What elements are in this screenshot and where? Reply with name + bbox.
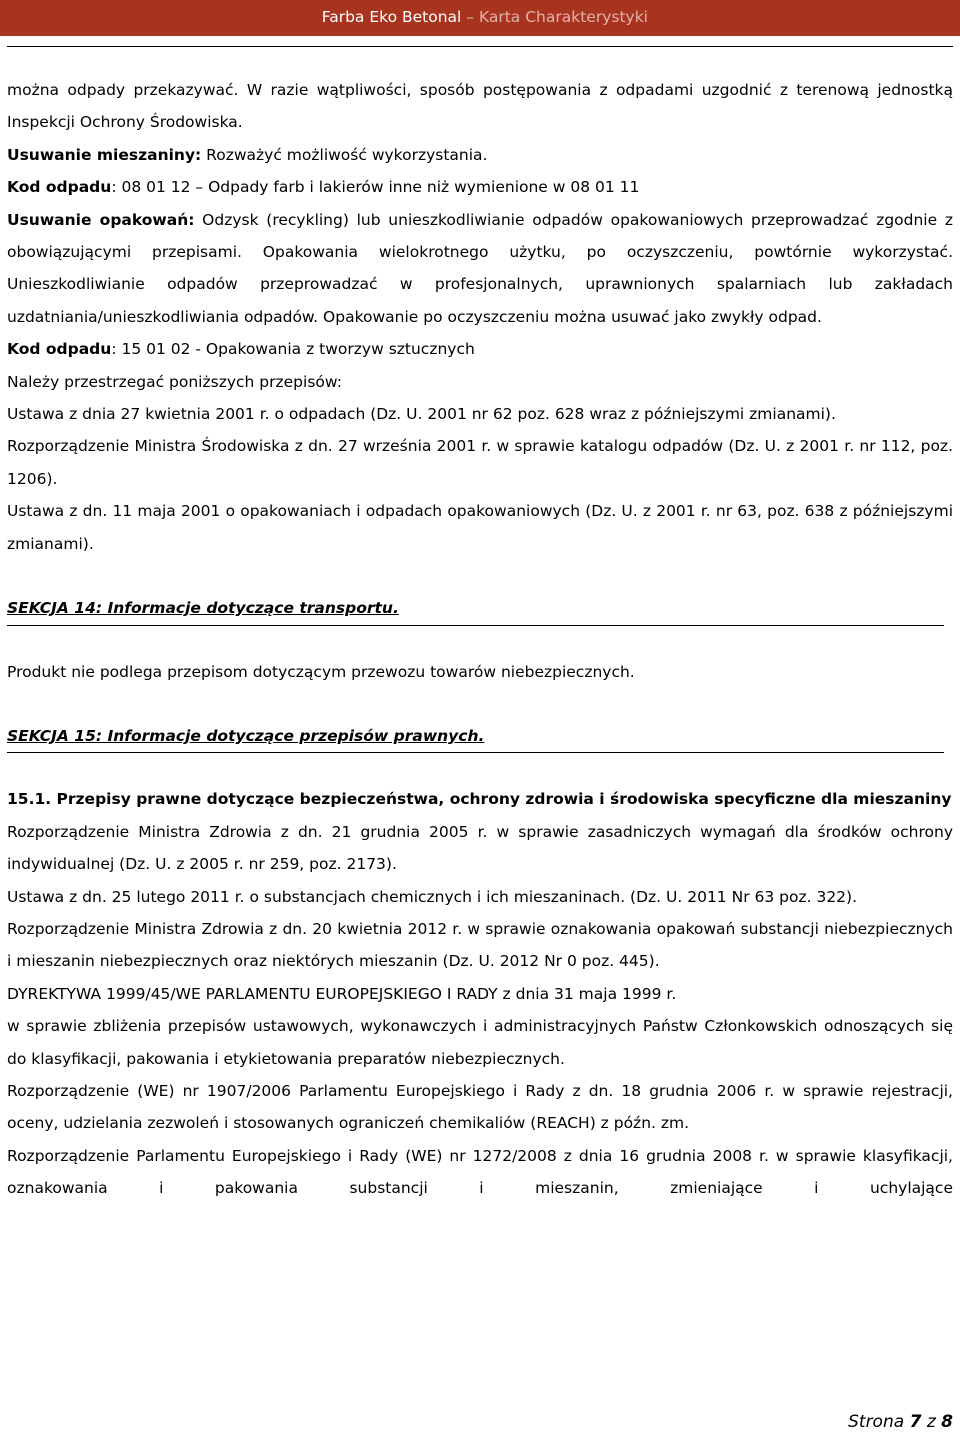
label-waste-code-2: Kod odpadu xyxy=(7,340,112,359)
regulation-reach: Rozporządzenie (WE) nr 1907/2006 Parlamentu Europejskiego i Rady z dn. 18 grudnia 2006 r. w sprawie rejestracji, oceny, udzielania zezwoleń i stosowanych ograniczeń chemikaliów (REACH) z późn. zm. xyxy=(7,1081,953,1133)
text-mixture-disposal: Rozważyć możliwość wykorzystania. xyxy=(201,145,488,164)
regulation-clp: Rozporządzenie Parlamentu Europejskiego i Rady (WE) nr 1272/2008 z dnia 16 grudnia 2008 r. w sprawie klasyfikacji, oznakowania i pakowania substancji i mieszanin, zmieniające i uchylające xyxy=(7,1146,953,1198)
header-title-line xyxy=(322,8,648,26)
page-current: 7 xyxy=(909,1412,922,1432)
paragraph-waste-transfer: można odpady przekazywać. W razie wątpliwości, sposób postępowania z odpadami uzgodnić z terenową jednostką Inspekcji Ochrony Środowiska. xyxy=(7,81,953,132)
label-mixture-disposal: Usuwanie mieszaniny: xyxy=(7,145,202,164)
paragraph-mixture-disposal xyxy=(7,139,953,171)
regulation-packaging-act: Ustawa z dn. 11 maja 2001 o opakowaniach i odpadach opakowaniowych (Dz. U. z 2001 r. nr 63, poz. 638 z późniejszymi zmianami). xyxy=(7,502,953,553)
paragraph-regulations-intro: Należy przestrzegać poniższych przepisów: xyxy=(7,372,342,391)
label-waste-code-1: Kod odpadu xyxy=(7,178,112,197)
subsection-15-1-heading: 15.1. Przepisy prawne dotyczące bezpieczeństwa, ochrony zdrowia i środowiska specyficzne dla mieszaniny xyxy=(7,790,952,809)
section-14-heading: SEKCJA 14: Informacje dotyczące transportu. xyxy=(7,599,399,618)
section-15-rule xyxy=(7,752,944,753)
spacer xyxy=(7,688,953,720)
directive-1999-45: DYREKTYWA 1999/45/WE PARLAMENTU EUROPEJSKIEGO I RADY z dnia 31 maja 1999 r. xyxy=(7,984,677,1003)
label-packaging-disposal: Usuwanie opakowań: xyxy=(7,210,195,229)
regulation-ppe: Rozporządzenie Ministra Zdrowia z dn. 21 grudnia 2005 r. w sprawie zasadniczych wymagań dla środków ochrony indywidualnej (Dz. U. z 2005 r. nr 259, poz. 2173). xyxy=(7,822,953,874)
paragraph-packaging-disposal xyxy=(7,204,953,334)
paragraph-waste-code-1 xyxy=(7,171,953,203)
spacer xyxy=(7,560,953,592)
product-name: Farba Eko Betonal xyxy=(321,8,462,26)
document-type: Karta Charakterystyki xyxy=(478,8,648,26)
document-body xyxy=(7,74,953,1205)
section-14-text: Produkt nie podlega przepisom dotyczącym przewozu towarów niebezpiecznych. xyxy=(7,662,635,681)
section-15-heading: SEKCJA 15: Informacje dotyczące przepisów prawnych. xyxy=(7,726,485,745)
regulation-waste-catalogue: Rozporządzenie Ministra Środowiska z dn. 27 września 2001 r. w sprawie katalogu odpadów (Dz. U. z 2001 r. nr 112, poz. 1206). xyxy=(7,437,953,488)
regulation-waste-act: Ustawa z dnia 27 kwietnia 2001 r. o odpadach (Dz. U. 2001 nr 62 poz. 628 wraz z późniejszymi zmianami). xyxy=(7,405,836,424)
page-word: Strona xyxy=(848,1412,905,1432)
page-of: z xyxy=(926,1412,936,1432)
document-header xyxy=(0,0,960,36)
header-divider xyxy=(7,46,953,47)
text-waste-code-1: : 08 01 12 – Odpady farb i lakierów inne niż wymienione w 08 01 11 xyxy=(111,178,640,197)
paragraph-waste-code-2 xyxy=(7,333,953,365)
text-packaging-disposal: Odzysk (recykling) lub unieszkodliwianie odpadów opakowaniowych przeprowadzać zgodnie z obowiązującymi przepisami. Opakowania wielokrotnego użytku, po oczyszczeniu, powtórnie wykorzystać. Unieszkodliwianie odpadów przeprowadzać w profesjonalnych, uprawnionych spalarniach lub zakładach uzdatniania/unieszkodliwiania odpadów. Opakowanie po oczyszczeniu można usuwać jako zwykły odpad. xyxy=(7,210,953,326)
text-waste-code-2: : 15 01 02 - Opakowania z tworzyw sztucznych xyxy=(111,340,475,359)
page-number xyxy=(848,1412,953,1432)
directive-description: w sprawie zbliżenia przepisów ustawowych, wykonawczych i administracyjnych Państw Członkowskich odnoszących się do klasyfikacji, pakowania i etykietowania preparatów niebezpiecznych. xyxy=(7,1017,953,1068)
page-total: 8 xyxy=(941,1412,953,1432)
section-14-rule xyxy=(7,625,944,626)
regulation-labelling: Rozporządzenie Ministra Zdrowia z dn. 20 kwietnia 2012 r. w sprawie oznakowania opakowań substancji niebezpiecznych i mieszanin niebezpiecznych oraz niektórych mieszanin (Dz. U. 2012 Nr 0 poz. 445). xyxy=(7,919,953,971)
header-separator: – xyxy=(466,8,475,26)
regulation-chemicals-act: Ustawa z dn. 25 lutego 2011 r. o substancjach chemicznych i ich mieszaninach. (Dz. U. 2011 Nr 63 poz. 322). xyxy=(7,887,858,906)
